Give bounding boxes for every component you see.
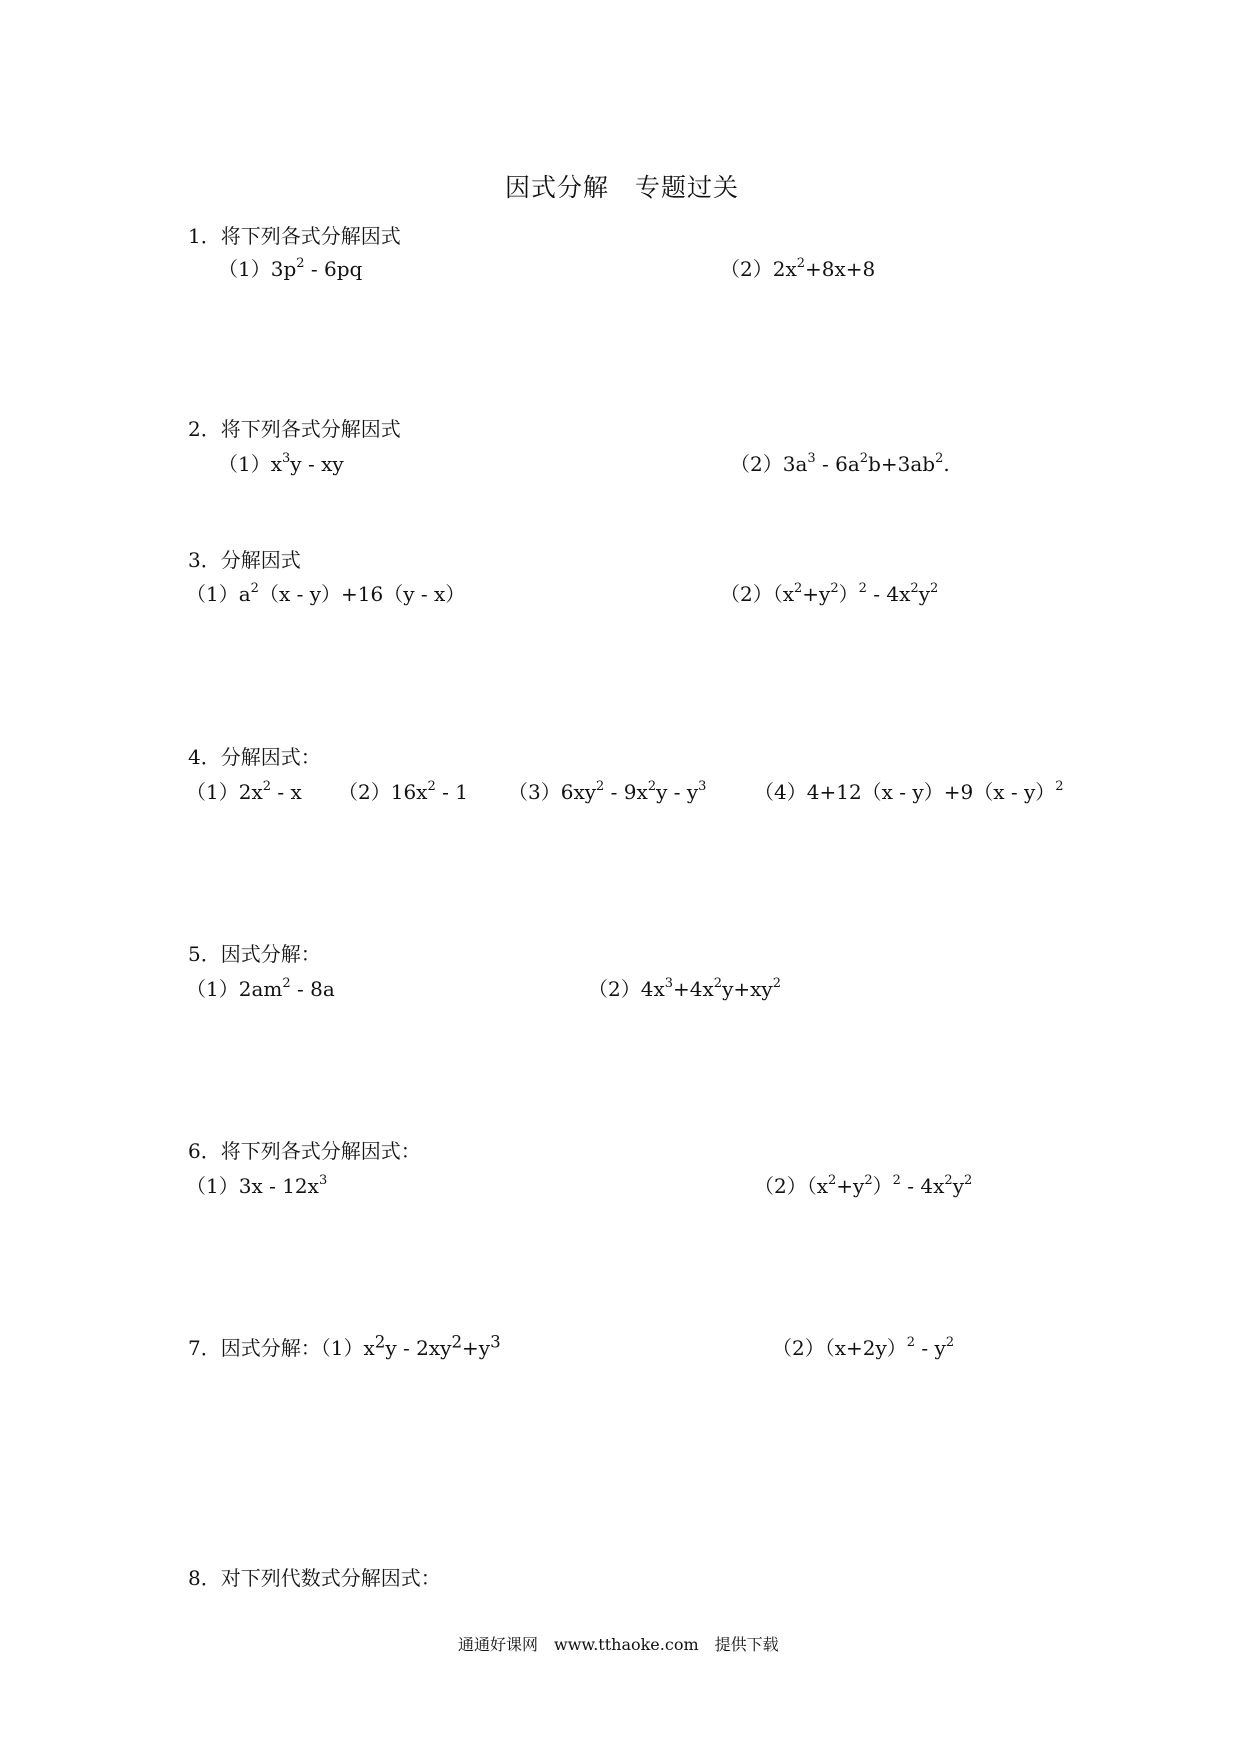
page-title: 因式分解 专题过关 xyxy=(505,173,740,202)
math-text: （2） xyxy=(588,977,641,1001)
exponent: 2 xyxy=(830,581,839,596)
math-text: - 4x xyxy=(900,1174,945,1198)
question-text: 分解因式 xyxy=(220,548,301,572)
math-text: y - y xyxy=(656,780,699,804)
math-text: （1） xyxy=(186,780,239,804)
question-number: 4． xyxy=(188,745,221,769)
exponent: 3 xyxy=(664,976,674,991)
page-footer: 通通好课网 www.tthaoke.com 提供下载 xyxy=(458,1635,779,1654)
math-text: 3a xyxy=(782,452,808,476)
math-text: 4+12（x - y）+9（x - y） xyxy=(806,780,1056,804)
math-text: （1） xyxy=(218,257,271,281)
math-text: b+3ab xyxy=(868,452,936,476)
math-text: ） xyxy=(838,582,859,606)
q4-item-1 xyxy=(186,776,302,805)
q7-item-2 xyxy=(772,1332,954,1361)
exponent: 2 xyxy=(828,1173,837,1188)
math-text: - 8a xyxy=(290,977,335,1001)
question-6-header xyxy=(188,1135,421,1164)
math-text: （x xyxy=(772,582,795,606)
question-4-header xyxy=(188,741,321,770)
exponent: 2 xyxy=(944,1173,953,1188)
question-1-header xyxy=(188,220,401,249)
q2-item-1 xyxy=(218,448,344,477)
exponent: 2 xyxy=(596,779,605,794)
math-text: 3x - 12x xyxy=(238,1174,319,1198)
exponent: 2 xyxy=(282,976,291,991)
question-number: 6． xyxy=(188,1139,221,1163)
question-text: 将下列各式分解因式 xyxy=(220,224,401,248)
question-number: 7． xyxy=(188,1336,221,1360)
q4-item-4 xyxy=(754,776,1064,805)
math-text: 2am xyxy=(238,977,283,1001)
math-text: （1） xyxy=(186,582,239,606)
q2-item-2 xyxy=(730,448,950,477)
exponent: 2 xyxy=(964,1173,973,1188)
exponent: 2 xyxy=(794,581,803,596)
math-text: 3p xyxy=(270,257,297,281)
question-text: 对下列代数式分解因式： xyxy=(220,1566,441,1590)
math-text: +y xyxy=(802,582,831,606)
math-text: . xyxy=(943,452,950,476)
math-text: - y xyxy=(915,1336,946,1360)
math-text: - 6pq xyxy=(304,257,363,281)
exponent: 2 xyxy=(930,581,939,596)
math-text: +y xyxy=(462,1336,491,1360)
math-text: +8x+8 xyxy=(805,257,876,281)
exponent: 2 xyxy=(892,1173,901,1188)
question-text: 因式分解： xyxy=(220,942,321,966)
math-text: x xyxy=(270,452,283,476)
question-7-header xyxy=(188,1332,501,1361)
exponent: 2 xyxy=(1055,779,1064,794)
math-text: - x xyxy=(271,780,302,804)
math-text: +4x xyxy=(673,977,714,1001)
exponent: 2 xyxy=(451,1332,463,1352)
question-2-header xyxy=(188,413,401,442)
math-text: （1） xyxy=(186,1174,239,1198)
exponent: 2 xyxy=(859,451,869,466)
q4-item-2 xyxy=(338,776,468,805)
exponent: 2 xyxy=(858,581,867,596)
exponent: 2 xyxy=(935,451,944,466)
math-text: - 4x xyxy=(866,582,911,606)
math-text: y xyxy=(918,582,930,606)
math-text: 16x xyxy=(390,780,428,804)
math-text: （2） xyxy=(772,1336,825,1360)
exponent: 3 xyxy=(807,451,816,466)
math-text: （2） xyxy=(720,257,773,281)
q3-item-2 xyxy=(720,578,938,607)
math-text: （3） xyxy=(508,780,561,804)
exponent: 2 xyxy=(796,256,806,271)
math-text: y - 2xy xyxy=(385,1336,452,1360)
exponent: 2 xyxy=(864,1173,873,1188)
exponent: 2 xyxy=(427,779,436,794)
math-text: （x - y）+16（y - x） xyxy=(258,582,466,606)
math-text: （x xyxy=(806,1174,829,1198)
math-text: （1） xyxy=(186,977,239,1001)
question-text: 将下列各式分解因式 xyxy=(220,417,401,441)
q1-item-1 xyxy=(218,253,362,282)
math-text: y+xy xyxy=(722,977,773,1001)
math-text: （2） xyxy=(720,582,773,606)
math-text: - 9x xyxy=(604,780,648,804)
question-number: 5． xyxy=(188,942,221,966)
question-text: 因式分解： xyxy=(220,1336,321,1360)
question-text: 分解因式： xyxy=(220,745,321,769)
math-text: （4） xyxy=(754,780,807,804)
exponent: 2 xyxy=(713,976,723,991)
question-text: 将下列各式分解因式： xyxy=(220,1139,421,1163)
exponent: 2 xyxy=(250,581,259,596)
math-text: +y xyxy=(836,1174,865,1198)
math-text: ） xyxy=(872,1174,893,1198)
question-number: 8． xyxy=(188,1566,221,1590)
exponent: 2 xyxy=(772,976,781,991)
math-text: 4x xyxy=(640,977,665,1001)
exponent: 2 xyxy=(296,256,305,271)
question-number: 2． xyxy=(188,417,221,441)
exponent: 3 xyxy=(490,1332,501,1352)
question-5-header xyxy=(188,938,321,967)
math-text: 6xy xyxy=(560,780,597,804)
q1-item-2 xyxy=(720,253,875,282)
exponent: 3 xyxy=(282,451,291,466)
question-number: 3． xyxy=(188,548,221,572)
math-text: a xyxy=(238,582,251,606)
exponent: 2 xyxy=(906,1335,916,1350)
exponent: 3 xyxy=(318,1173,328,1188)
q6-item-2 xyxy=(754,1170,972,1199)
math-text: （2） xyxy=(730,452,783,476)
question-8-header xyxy=(188,1562,441,1591)
math-text: 2x xyxy=(238,780,263,804)
exponent: 2 xyxy=(945,1335,955,1350)
math-text: （x+2y） xyxy=(824,1336,907,1360)
math-text: （1） xyxy=(320,1336,364,1360)
q6-item-1 xyxy=(186,1170,327,1199)
q5-item-1 xyxy=(186,973,335,1002)
exponent: 3 xyxy=(698,779,707,794)
math-text: y xyxy=(952,1174,964,1198)
exponent: 2 xyxy=(647,779,657,794)
math-text: 2x xyxy=(772,257,797,281)
question-3-header xyxy=(188,544,301,573)
q5-item-2 xyxy=(588,973,781,1002)
math-text: （2） xyxy=(754,1174,807,1198)
q4-item-3 xyxy=(508,776,706,805)
exponent: 2 xyxy=(910,581,919,596)
math-text: （1） xyxy=(218,452,271,476)
math-text: x xyxy=(363,1336,375,1360)
exponent: 2 xyxy=(262,779,272,794)
q3-item-1 xyxy=(186,578,465,607)
exponent: 2 xyxy=(374,1332,386,1352)
math-text: - 1 xyxy=(435,780,468,804)
math-text: （2） xyxy=(338,780,391,804)
math-text: - 6a xyxy=(815,452,860,476)
question-number: 1． xyxy=(188,224,221,248)
math-text: y - xy xyxy=(290,452,344,476)
